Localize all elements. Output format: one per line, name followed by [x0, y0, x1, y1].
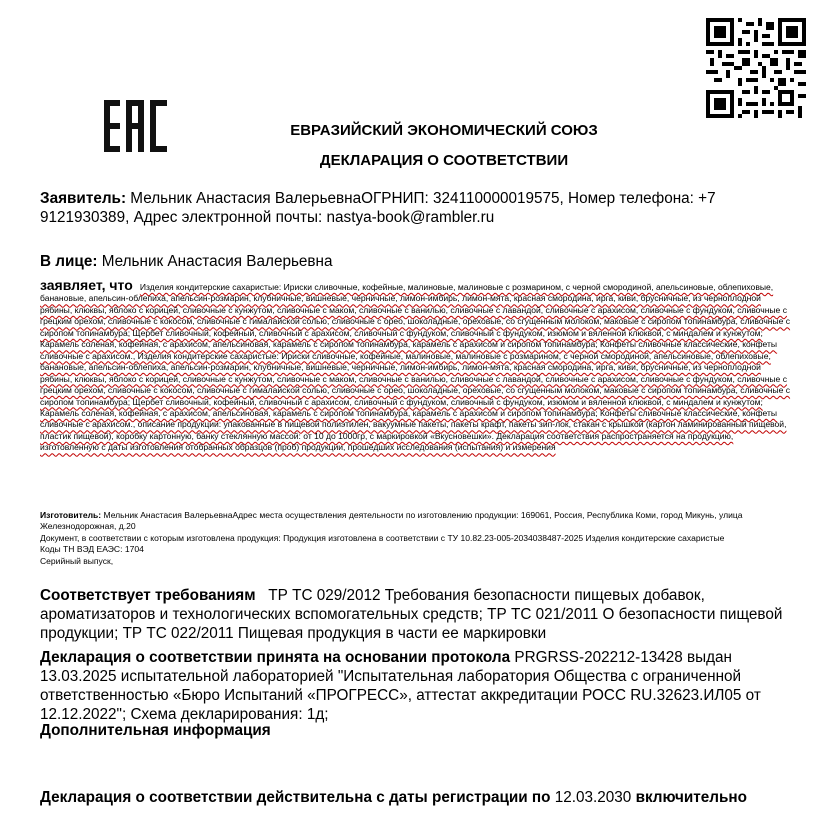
protocol-label: Декларация о соответствии принята на основании протокола: [40, 649, 511, 666]
requirements-label: Соответствует требованиям: [40, 587, 256, 604]
person-section: [40, 252, 800, 271]
release-type: Серийный выпуск,: [40, 555, 114, 566]
protocol-text: PRGRSS-202212-13428 выдан 13.03.2025 испытательной лабораторией "Испытательная лаборатория Общества с ограниченной ответственностью «Бюро Испытаний «ПРОГРЕСС», аттестат аккредитации РОСС RU.32623.ИЛ05 от 12.12.2022"; Схема декларирования: 1д;: [40, 649, 761, 723]
validity-section: [40, 788, 800, 807]
validity-label: Декларация о соответствии действительна с даты регистрации по: [40, 789, 551, 806]
declares-text: Изделия кондитерские сахаристые: Ириски сливочные, кофейные, малиновые, малиновые с розмарином, с черной смородиной, апельсиновые, облепиховые, банановые, апельсин-облепиха, апельсин-розмарин, клубничные, вишневые, черничные, лимон-имбирь, лимон-мята, красная смородина, ирга, киви, брусничные, из черноплодной рябины, клюквы, яблоко с корицей, сливочные с кунжутом, сливочные с маком, сливочные с ванилью, сливочные с лавандой, сливочные с арахисом, сливочные с фундуком, сливочные с грецким орехом, сливочные с кокосом, сливочные с гималайской солью, сливочные с орео, шоколадные, ореховые, со сгущенным молоком, маковые с сиропом топинамбура, сливочные с сиропом топинамбура; Щербет сливочный, кофейный, сливочный с арахисом, сливочный с фундуком, сливочный с фундуком, изюмом и вяленной клюквой, с миндалем и кунжутом; Карамель соленая, кофейная, с арахисом, апельсиновая, карамель с сиропом топинамбура, карамель с арахисом и сиропом топинамбура; Конфеты сливочные классические, конфеты сливочные с арахисом., Изделия кондитерские сахаристые: Ириски сливочные, кофейные, малиновые, малиновые с розмарином, с черной смородиной, апельсиновые, облепиховые, банановые, апельсин-облепиха, апельсин-розмарин, клубничные, вишневые, черничные, лимон-имбирь, лимон-мята, красная смородина, ирга, киви, брусничные, из черноплодной рябины, клюквы, яблоко с корицей, сливочные с кунжутом, сливочные с маком, сливочные с ванилью, сливочные с лавандой, сливочные с арахисом, сливочные с фундуком, сливочные с грецким орехом, сливочные с кокосом, сливочные с гималайской солью, сливочные с орео, шоколадные, ореховые, со сгущенным молоком, маковые с сиропом топинамбура, сливочные с сиропом топинамбура; Щербет сливочный, кофейный, сливочный с арахисом, сливочный с фундуком, сливочный с фундуком, изюмом и вяленной клюквой, с миндалем и кунжутом; Карамель соленая, кофейная, с арахисом, апельсиновая, карамель с сиропом топинамбура, карамель с арахисом и сиропом топинамбура; Конфеты сливочные классические, конфеты сливочные с арахисом., описание продукции: упакованные в пищевой полиэтилен, вакуумные пакеты, пакеты крафт, пакеты зип-лок, стакан с крышкой (картон ламинированный пищевой, пластик пищевой), коробку картонную, банку стеклянную массой: от 10 до 1000гр, с маркировкой «Вкусновешки». Декларация соответствия распространяется на продукцию, изготовленную с даты изготовления отобранных образцов (проб) продукции, прошедших исследования (испытания) и измерения: [40, 282, 791, 453]
validity-suffix: включительно: [635, 789, 747, 806]
union-title: ЕВРАЗИЙСКИЙ ЭКОНОМИЧЕСКИЙ СОЮЗ: [290, 122, 598, 139]
additional-info-section: [40, 721, 800, 740]
validity-date: 12.03.2030: [554, 789, 632, 806]
document-basis: Документ, в соответствии с которым изготовлена продукция: Продукция изготовлена в соответствии с ТУ 10.82.23-005-2034038487-2025 Изделия кондитерские сахаристые: [40, 532, 725, 543]
applicant-section: [40, 189, 800, 227]
person-text: Мельник Анастасия Валерьевна: [101, 253, 333, 270]
requirements-section: [40, 586, 800, 643]
additional-info-label: Дополнительная информация: [40, 722, 271, 739]
person-label: В лице:: [40, 253, 98, 270]
protocol-section: [40, 648, 800, 724]
applicant-text: Мельник Анастасия ВалерьевнаОГРНИП: 324110000019575, Номер телефона: +7 9121930389, Адрес электронной почты: nastya-book@rambler.ru: [40, 190, 716, 226]
tn-ved-codes: Коды ТН ВЭД ЕАЭС: 1704: [40, 544, 144, 555]
manufacturer-section: [40, 510, 792, 567]
declares-label: заявляет, что: [40, 277, 133, 293]
document-title: ДЕКЛАРАЦИЯ О СООТВЕТСТВИИ: [319, 152, 569, 169]
declares-section: [40, 277, 792, 454]
applicant-label: Заявитель:: [40, 190, 127, 207]
manufacturer-text: Мельник Анастасия ВалерьевнаАдрес места осуществления деятельности по изготовлению продукции: 169061, Россия, Республика Коми, город Микунь, улица Железнодорожная, д.20: [40, 510, 743, 532]
manufacturer-label: Изготовитель:: [40, 510, 102, 520]
qr-code: [706, 18, 806, 118]
requirements-text: ТР ТС 029/2012 Требования безопасности пищевых добавок, ароматизаторов и технологических вспомогательных средств; ТР ТС 021/2011 О безопасности пищевой продукции; ТР ТС 022/2011 Пищевая продукция в части ее маркировки: [40, 587, 783, 642]
